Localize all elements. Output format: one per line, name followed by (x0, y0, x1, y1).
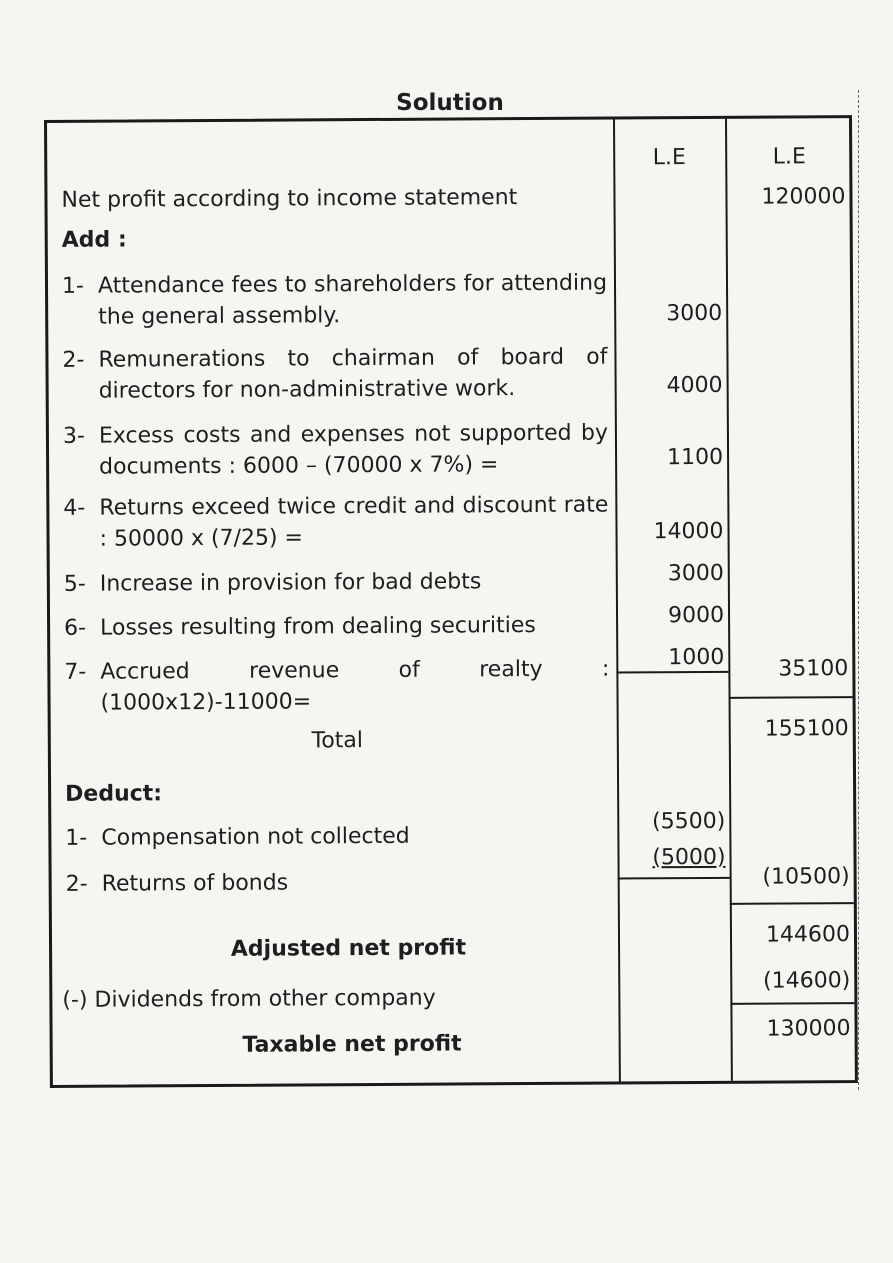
add-item-text: Increase in provision for bad debts (99, 569, 482, 597)
deduct-item-number: 1- (65, 825, 88, 851)
add-item-amount: 1100 (666, 444, 724, 471)
add-item-number: 4- (63, 495, 86, 521)
column-header-1: L.E (652, 145, 686, 171)
add-item-number: 5- (63, 571, 86, 597)
add-item-number: 1- (61, 273, 85, 299)
add-heading: Add : (61, 227, 127, 253)
dividends-label: (-) Dividends from other company (62, 985, 436, 1013)
deduct-subtotal: (10500) (762, 864, 850, 890)
add-item-amount: 1000 (668, 644, 725, 671)
add-item-number: 7- (64, 659, 87, 685)
dividends-amount: (14600) (763, 968, 851, 994)
add-item (62, 342, 607, 407)
add-item-amount: 4000 (666, 372, 723, 399)
deduct-item-text: Returns of bonds (101, 870, 289, 897)
taxable-label: Taxable net profit (242, 1031, 462, 1058)
net-profit-label: Net profit according to income statement (61, 185, 518, 213)
taxable-amount: 130000 (766, 1016, 851, 1042)
deduct-item-amount: (5000) (652, 844, 726, 871)
add-item (63, 418, 608, 483)
rule-add-col1 (616, 671, 728, 674)
column-header-2: L.E (772, 144, 806, 170)
deduct-item-number: 2- (65, 871, 88, 897)
adjusted-amount: 144600 (765, 922, 851, 948)
add-item-amount: 14000 (653, 518, 724, 545)
deduct-item-text: Compensation not collected (101, 823, 410, 851)
add-item (64, 566, 609, 600)
page-edge-line (858, 90, 859, 1090)
add-item-text: Accrued revenue of realty : (1000x12)-11000= (100, 656, 610, 716)
deduct-item (65, 820, 610, 854)
add-item-amount: 3000 (666, 300, 723, 327)
deduct-item (66, 866, 611, 900)
add-item-text: Losses resulting from dealing securities (100, 613, 536, 641)
solution-table (44, 115, 858, 1088)
add-item (63, 490, 608, 555)
add-item-number: 3- (62, 423, 85, 449)
add-item-amount: 9000 (667, 602, 725, 629)
add-item (64, 654, 609, 719)
add-item-text: Excess costs and expenses not supported by documents : 6000 – (70000 x 7%) = (98, 420, 608, 480)
add-item (64, 610, 609, 644)
add-item-text: Attendance fees to shareholders for attending the general assembly. (97, 270, 608, 330)
net-profit-amount: 120000 (761, 184, 846, 210)
rule-add-col2 (729, 696, 853, 699)
total-label: Total (311, 728, 364, 754)
add-item-number: 2- (62, 347, 85, 373)
column-divider-2 (725, 119, 733, 1081)
adjusted-label: Adjusted net profit (230, 935, 467, 962)
deduct-item-amount: (5500) (652, 808, 726, 835)
rule-deduct-col1 (618, 877, 730, 880)
add-item-number: 6- (64, 615, 87, 641)
rule-deduct-col2 (730, 902, 854, 905)
page-title: Solution (396, 90, 504, 116)
add-item-amount: 3000 (667, 560, 724, 587)
add-item (62, 268, 607, 333)
column-divider-1 (613, 120, 621, 1082)
deduct-heading: Deduct: (65, 781, 163, 807)
add-item-text: Remunerations to chairman of board of directors for non-administrative work. (98, 344, 608, 404)
total-amount: 155100 (764, 716, 849, 742)
rule-dividends-col2 (730, 1002, 854, 1005)
add-item-text: Returns exceed twice credit and discount rate : 50000 x (7/25) = (99, 492, 609, 552)
add-subtotal: 35100 (778, 656, 849, 682)
